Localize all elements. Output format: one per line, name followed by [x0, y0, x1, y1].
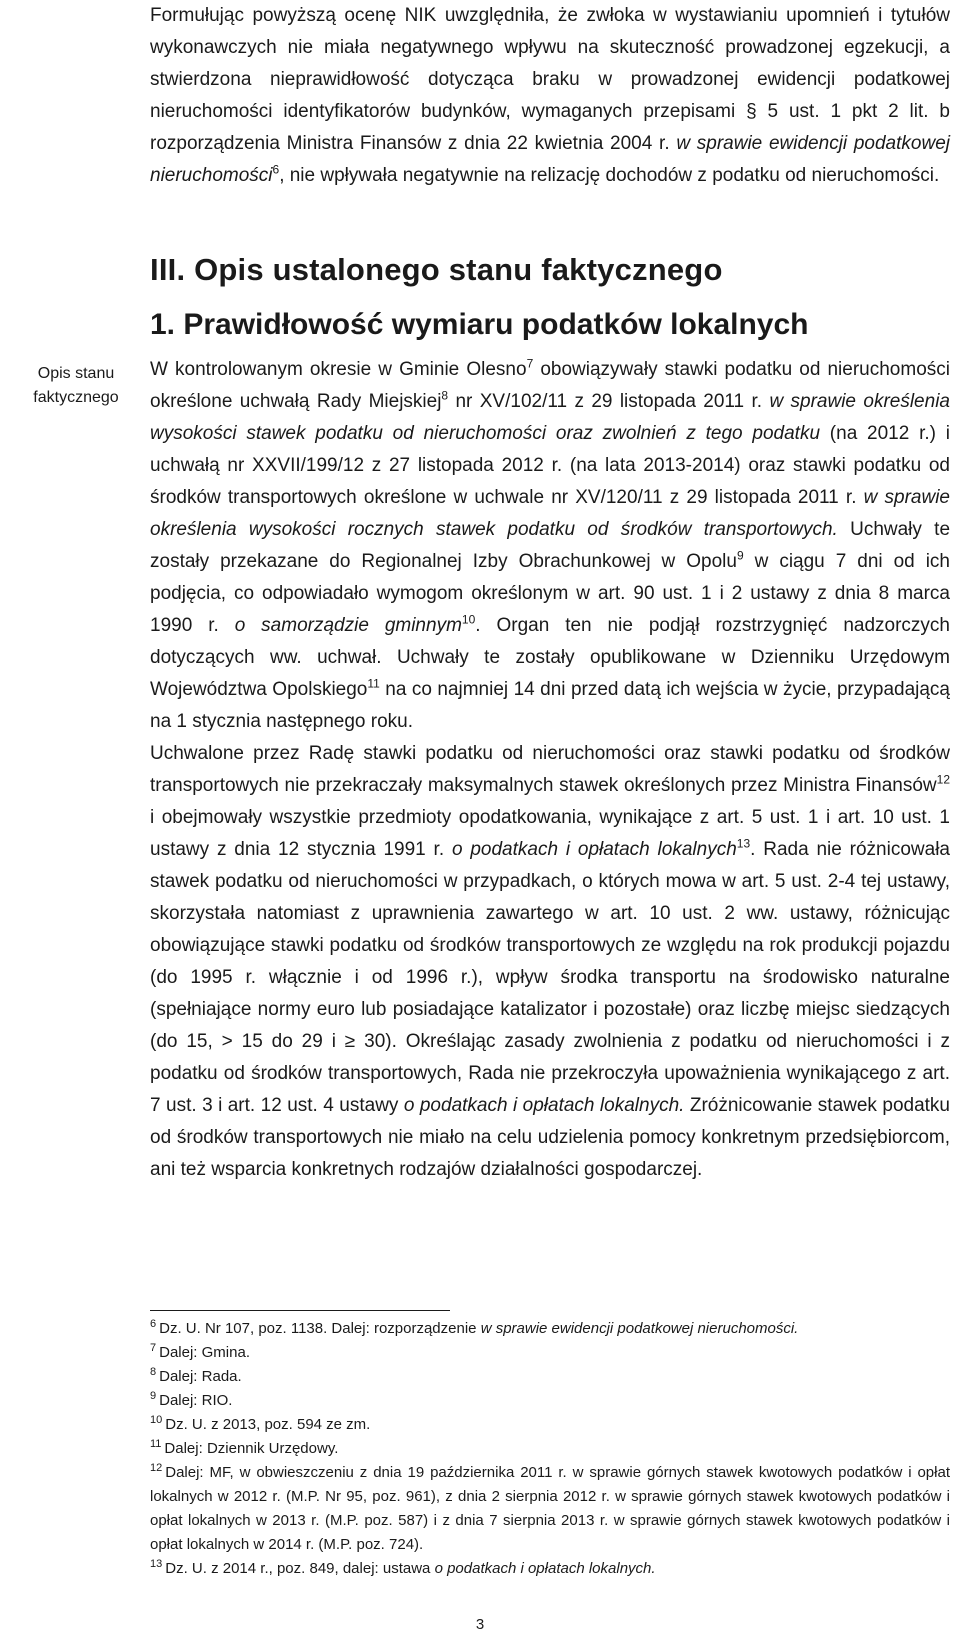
footnote-text: Dalej: Rada. [159, 1368, 242, 1385]
body-paragraph-1 [150, 354, 950, 738]
body-text: i obejmowały wszystkie przedmioty opodatkowania, wynikające z art. 5 ust. 1 i art. 10 ust. 1 ustawy z dnia 12 stycznia 1991 r. [150, 807, 950, 860]
section-title: III. Opis ustalonego stanu faktycznego [150, 252, 723, 287]
body-text: nr XV/102/11 z 29 listopada 2011 r. [448, 391, 770, 412]
body-text: (na 2012 r.) i uchwałą nr XXVII/199/12 z 27 listopada 2012 r. (na lata 2013-2014) oraz stawki podatku od środków transportowych określone w uchwale nr XV/120/11 z 29 listopada 2011 r. [150, 423, 950, 508]
footnote-ref-10[interactable]: 10 [461, 612, 476, 627]
footnote-divider [150, 1310, 450, 1311]
footnote-ref-6[interactable]: 6 [272, 162, 280, 177]
footnote-number: 11 [150, 1438, 162, 1450]
body-section [150, 354, 950, 1186]
body-italic: o podatkach i opłatach lokalnych. [403, 1095, 685, 1116]
footnote-text: Dalej: Gmina. [159, 1344, 250, 1361]
body-text: W kontrolowanym okresie w Gminie Olesno [150, 359, 527, 380]
footnote-ref-13[interactable]: 13 [736, 836, 751, 851]
footnote-number: 9 [150, 1390, 157, 1402]
body-text: . Rada nie różnicowała stawek podatku od nieruchomości w przypadkach, o których mowa w art. 5 ust. 2-4 tej ustawy, skorzystała natomiast z uprawnienia zawartego w art. 10 ust. 2 ww. ustawy, różnicując obowiązujące stawki podatku od środków transportowych ze względu na rok produkcji pojazdu (do 1995 r. włącznie i od 1996 r.), wpływ środka transportu na środowisko naturalne (spełniające normy euro lub posiadające katalizator i pozostałe) oraz liczbę miejsc siedzących (do 15, > 15 do 29 i ≥ 30). Określając zasady zwolnienia z podatku od nieruchomości i z podatku od środków transportowych, Rada nie przekroczyła upoważnienia wynikającego z art. 7 ust. 3 i art. 12 ust. 4 ustawy [150, 839, 950, 1116]
footnote-ref-8[interactable]: 8 [441, 388, 449, 403]
body-text: . Organ ten nie podjął rozstrzygnięć nadzorczych dotyczących ww. uchwał. Uchwały te zostały opublikowane w Dzienniku Urzędowym Województwa Opolskiego [150, 615, 950, 700]
footnote-ref-11[interactable]: 11 [367, 676, 380, 691]
body-text: w ciągu 7 dni od ich podjęcia, co odpowiadało wymogom określonym w art. 90 ust. 1 i 2 ustawy z dnia 8 marca 1990 r. [150, 551, 950, 636]
page-number: 3 [475, 1616, 485, 1633]
footnote-8 [150, 1365, 950, 1389]
footnote-9 [150, 1389, 950, 1413]
footnote-number: 10 [150, 1414, 163, 1426]
body-text: na co najmniej 14 dni przed datą ich wejścia w życie, przypadającą na 1 stycznia następnego roku. [150, 679, 950, 732]
footnote-text: Dalej: MF, w obwieszczeniu z dnia 19 października 2011 r. w sprawie górnych stawek kwotowych podatków i opłat lokalnych w 2012 r. (M.P. Nr 95, poz. 961), z dnia 2 sierpnia 2012 r. w sprawie górnych stawek kwotowych podatków i opłat lokalnych w 2013 r. (M.P. poz. 587) i z dnia 7 sierpnia 2013 r. w sprawie górnych stawek kwotowych podatków i opłat lokalnych w 2014 r. (M.P. poz. 724). [150, 1464, 950, 1553]
footnotes [150, 1317, 950, 1581]
footnote-12 [150, 1461, 950, 1557]
footnote-10 [150, 1413, 950, 1437]
footnote-ref-9[interactable]: 9 [736, 548, 744, 563]
footnote-number: 8 [150, 1366, 157, 1378]
footnote-number: 7 [150, 1342, 157, 1354]
footnote-number: 6 [150, 1318, 157, 1330]
footnote-11 [150, 1437, 950, 1461]
footnote-number: 12 [150, 1462, 163, 1474]
intro-italic-1: w sprawie ewidencji podatkowej nieruchomości [150, 133, 950, 186]
footnote-7 [150, 1341, 950, 1365]
footnote-ref-12[interactable]: 12 [936, 772, 950, 787]
body-text: Uchwalone przez Radę stawki podatku od nieruchomości oraz stawki podatku od środków transportowych nie przekraczały maksymalnych stawek określonych przez Ministra Finansów [150, 743, 950, 796]
footnote-text: Dz. U. Nr 107, poz. 1138. Dalej: rozporządzenie [159, 1320, 481, 1337]
body-italic: o samorządzie gminnym [234, 615, 462, 636]
intro-text-1: Formułując powyższą ocenę NIK uwzględniła, że zwłoka w wystawianiu upomnień i tytułów wykonawczych nie miała negatywnego wpływu na skuteczność prowadzonej egzekucji, a stwierdzona nieprawidłowość dotycząca braku w prowadzonej ewidencji podatkowej nieruchomości identyfikatorów budynków, wymaganych przepisami § 5 ust. 1 pkt 2 lit. b rozporządzenia Ministra Finansów z dnia 22 kwietnia 2004 r. [150, 5, 950, 154]
intro-paragraph [150, 0, 950, 192]
footnote-text: Dalej: Dziennik Urzędowy. [164, 1440, 339, 1457]
body-text: Zróżnicowanie stawek podatku od środków transportowych nie miało na celu udzielenia pomocy konkretnym przedsiębiorcom, ani też wsparcia konkretnych rodzajów działalności gospodarczej. [150, 1095, 950, 1180]
body-text: obowiązywały stawki podatku od nieruchomości określone uchwałą Rady Miejskiej [150, 359, 950, 412]
footnote-text: Dz. U. z 2013, poz. 594 ze zm. [165, 1416, 371, 1433]
body-italic: w sprawie określenia wysokości stawek podatku od nieruchomości oraz zwolnień z tego podatku [150, 391, 950, 444]
footnote-number: 13 [150, 1558, 163, 1570]
footnote-13 [150, 1557, 950, 1581]
subsection-title: 1. Prawidłowość wymiaru podatków lokalnych [150, 308, 809, 341]
body-paragraph-2 [150, 738, 950, 1186]
body-italic: o podatkach i opłatach lokalnych [451, 839, 737, 860]
body-text: Uchwały te zostały przekazane do Regionalnej Izby Obrachunkowej w Opolu [150, 519, 951, 572]
footnote-italic: w sprawie ewidencji podatkowej nieruchomości. [480, 1320, 799, 1337]
footnote-italic: o podatkach i opłatach lokalnych. [434, 1560, 656, 1577]
footnote-ref-7[interactable]: 7 [526, 356, 534, 371]
intro-text [150, 0, 950, 192]
footnote-text: Dalej: RIO. [159, 1392, 233, 1409]
footnote-6 [150, 1317, 950, 1341]
footnote-text: Dz. U. z 2014 r., poz. 849, dalej: ustawa [165, 1560, 435, 1577]
body-italic: w sprawie określenia wysokości rocznych stawek podatku od środków transportowych. [150, 487, 950, 540]
side-label: Opis stanu faktycznego [33, 365, 119, 406]
intro-text-2: , nie wpływała negatywnie na relizację dochodów z podatku od nieruchomości. [279, 165, 940, 186]
